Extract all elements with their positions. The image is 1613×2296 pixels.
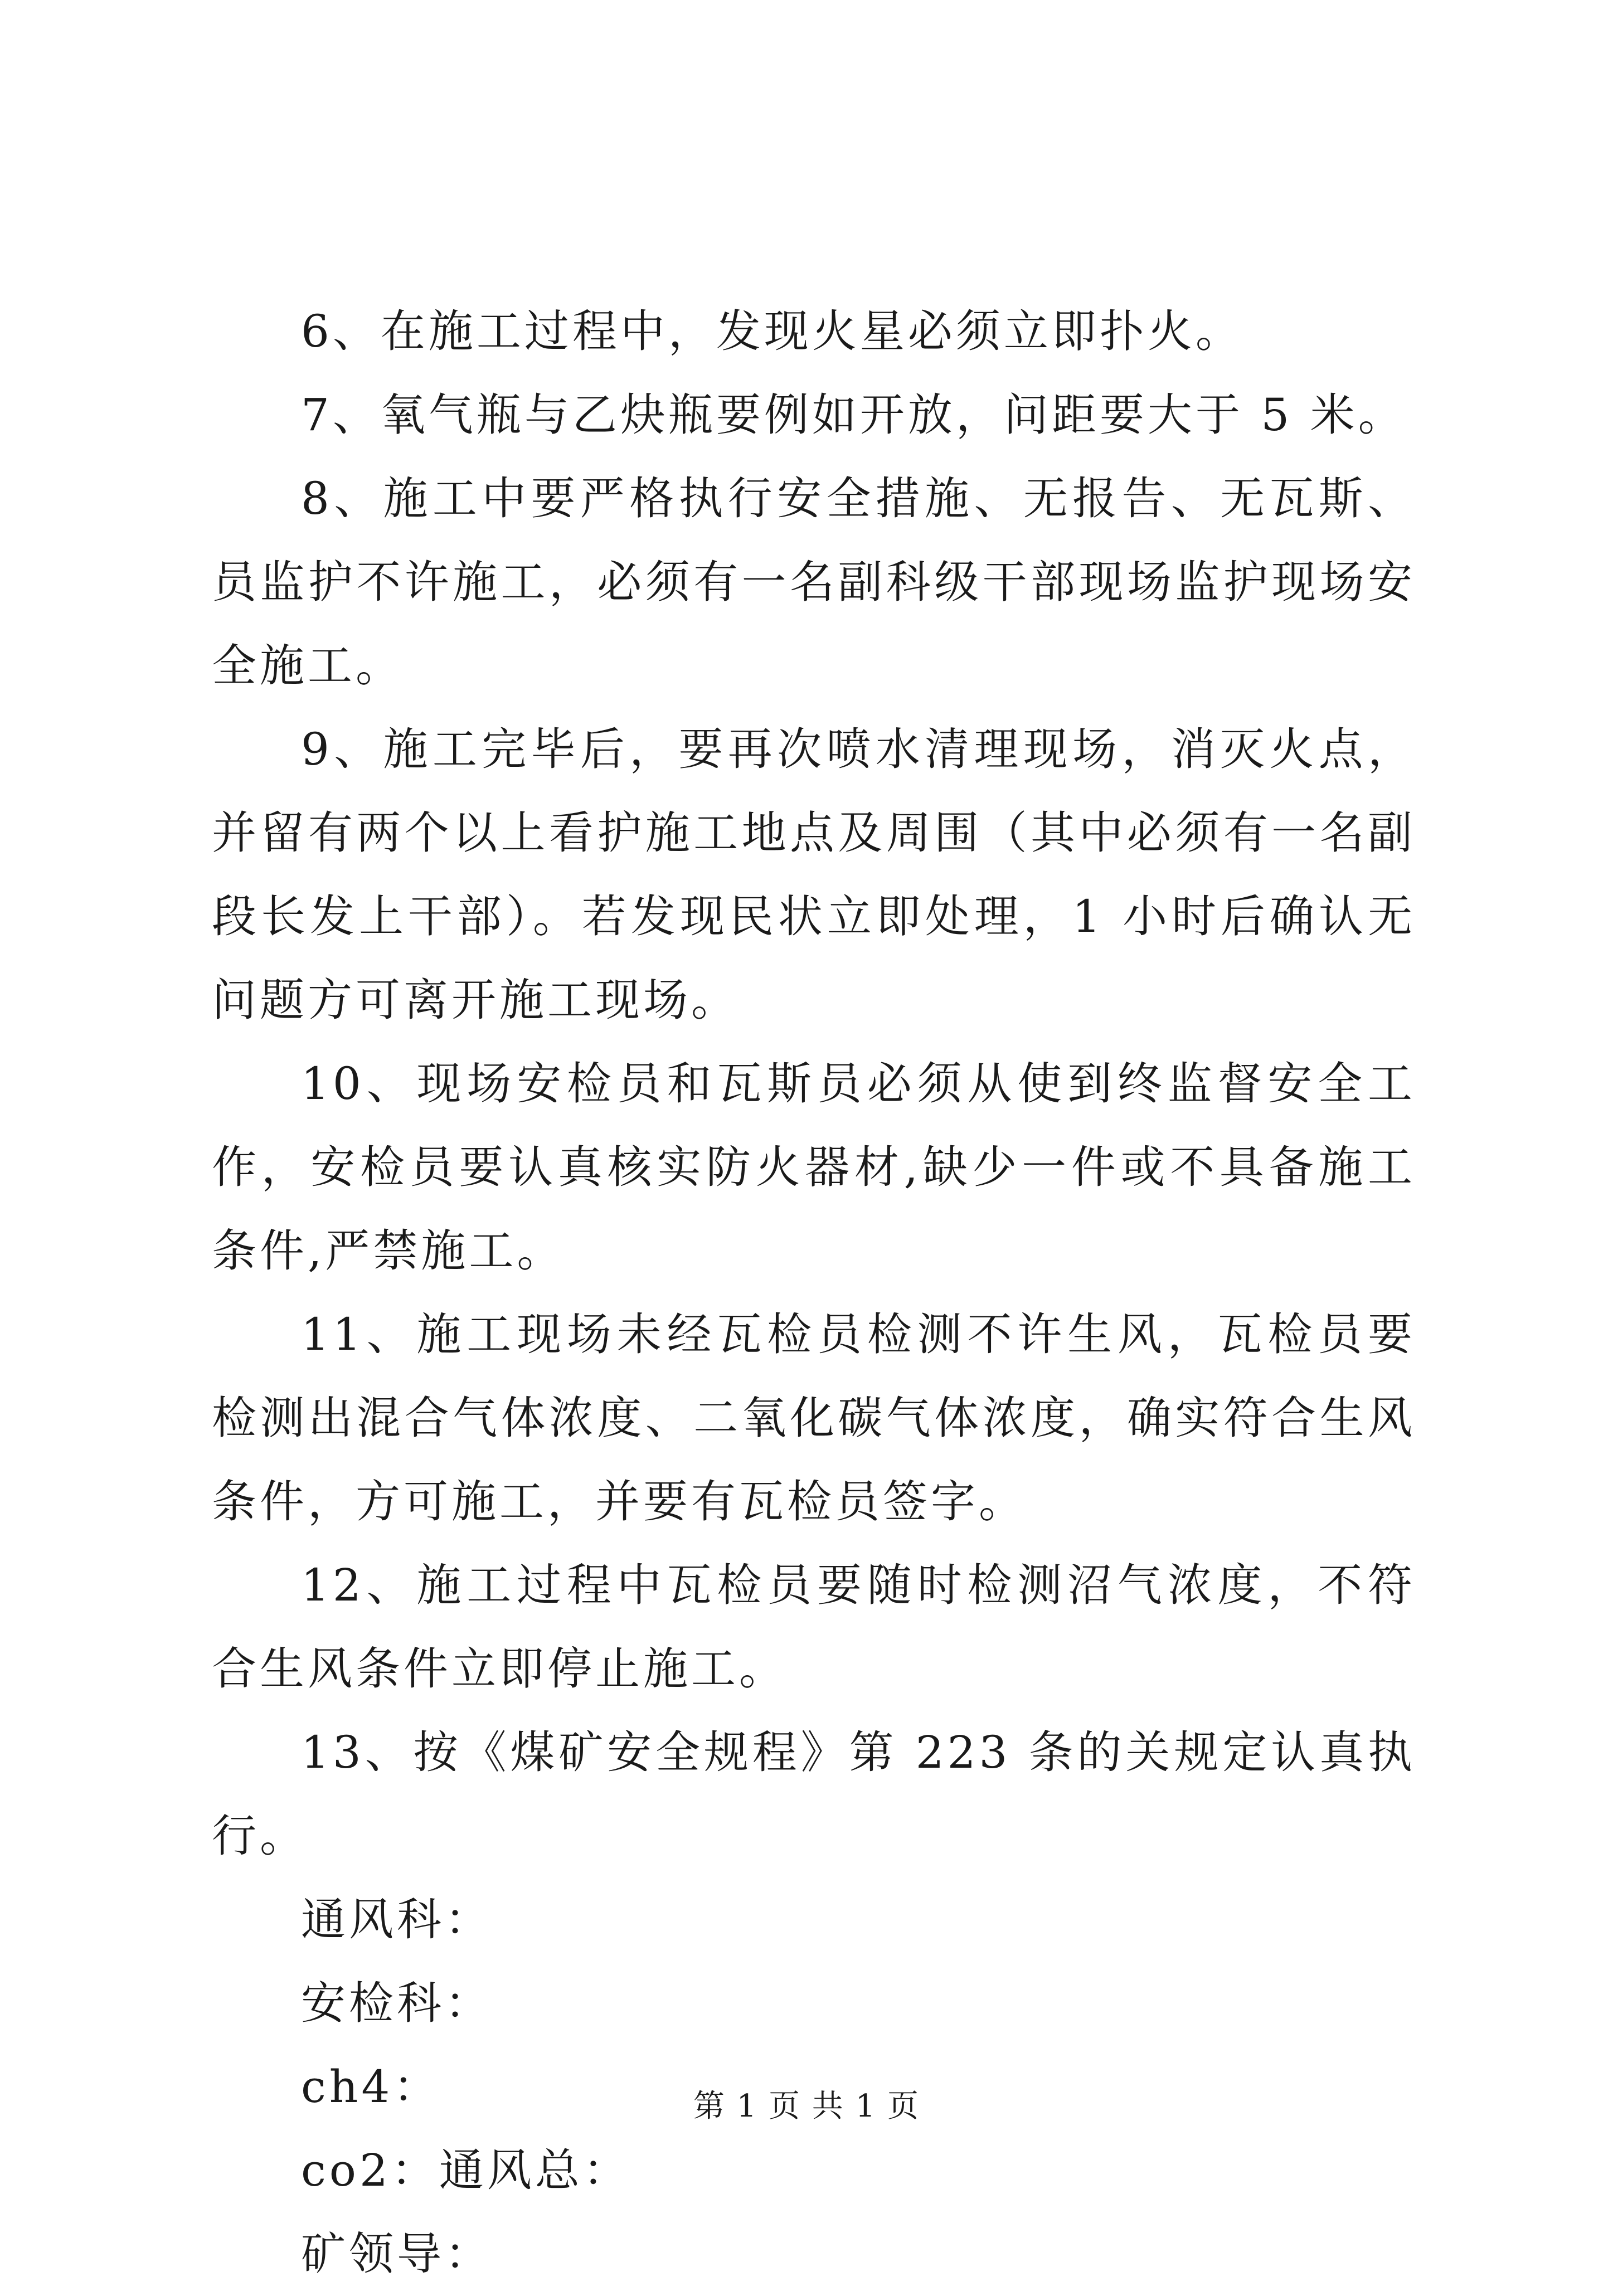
page-footer: 第 1 页 共 1 页	[693, 2088, 920, 2124]
paragraph-item-13: 13、按《煤矿安全规程》第 223 条的关规定认真执行。	[212, 1726, 1416, 1862]
paragraph-item-6: 6、在施工过程中，发现火星必须立即扑火。	[301, 305, 1243, 357]
signature-co2-ventilation-chief: co2：通风总：	[301, 2144, 631, 2196]
signature-mine-leader: 矿领导：	[301, 2228, 493, 2280]
paragraph-item-9: 9、施工完毕后，要再次喷水清理现场，消灭火点，并留有两个以上看护施工地点及周围（其中必须有一名副段长发上干部）。若发现民状立即处理，1 小时后确认无问题方可离开施工现场。	[212, 723, 1416, 1026]
signature-ventilation-dept: 通风科：	[301, 1894, 493, 1945]
paragraph-item-10: 10、现场安检员和瓦斯员必须从使到终监督安全工作，安检员要认真核实防火器材,缺少一件或不具备施工条件,严禁施工。	[212, 1058, 1416, 1277]
signature-safety-inspection-dept: 安检科：	[301, 1977, 493, 2029]
paragraph-item-12: 12、施工过程中瓦检员要随时检测沼气浓度，不符合生风条件立即停止施工。	[212, 1559, 1416, 1695]
signature-ch4: ch4：	[301, 2061, 441, 2113]
paragraph-item-11: 11、施工现场未经瓦检员检测不许生风，瓦检员要检测出混合气体浓度、二氧化碳气体浓度，确实符合生风条件，方可施工，并要有瓦检员签字。	[212, 1308, 1416, 1528]
paragraph-item-8: 8、施工中要严格执行安全措施、无报告、无瓦斯、员监护不许施工，必须有一名副科级干部现场监护现场安全施工。	[212, 473, 1416, 692]
document-body	[212, 290, 1416, 2296]
paragraph-item-7: 7、氧气瓶与乙炔瓶要例如开放，问距要大于 5 米。	[301, 389, 1406, 441]
